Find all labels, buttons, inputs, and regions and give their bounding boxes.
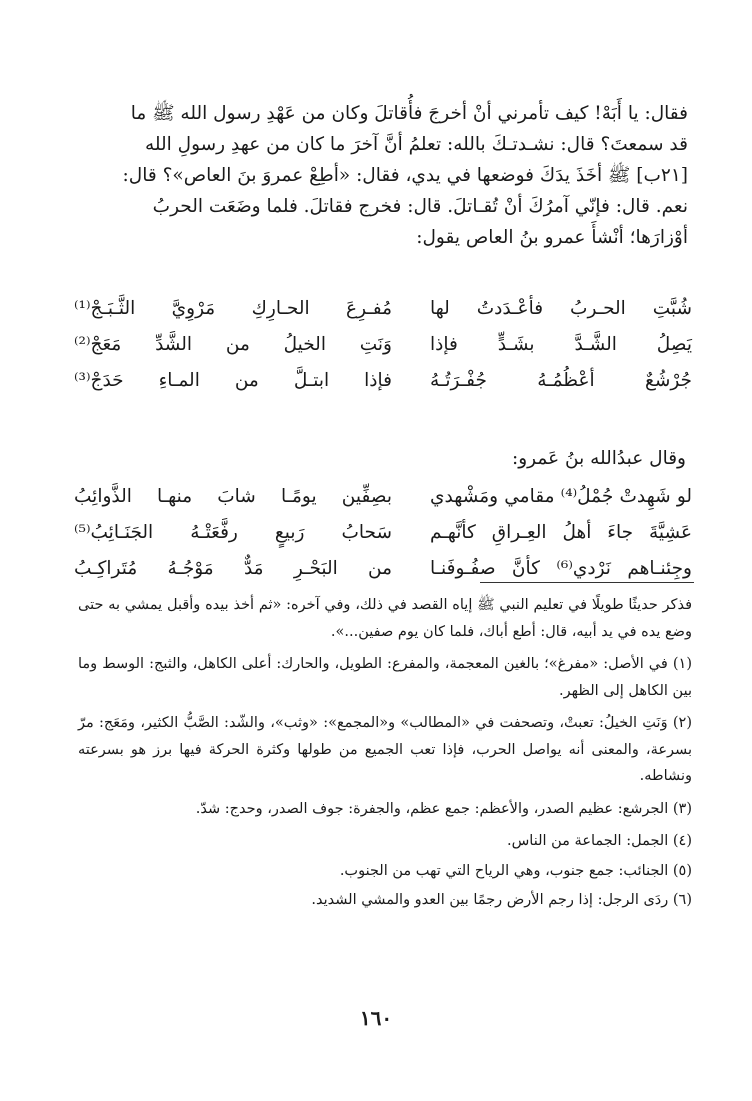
verse-first-hemistich: جُرْشُعٌ أعْظُمُـهُ جُفْـرَتُـهُ xyxy=(430,369,692,391)
verse-second-hemistich: من البَحْـرِ مَدٌّ مَوْجُـهُ مُتَراكِـبُ xyxy=(74,557,392,579)
poem-intro: وقال عبدُالله بنُ عَمرو: xyxy=(512,448,686,469)
page-number: ١٦٠ xyxy=(359,1006,393,1030)
footnote: (٣) الجرشع: عظيم الصدر، والأعظم: جمع عظم، والجفرة: جوف الصدر، وحدج: شدّ. xyxy=(195,800,692,817)
poem-abdullah xyxy=(74,478,692,586)
main-prose xyxy=(78,98,688,253)
verse-first-hemistich: شُبَّتِ الحـربُ فأعْـدَدتُ لها xyxy=(430,297,692,319)
verse-line xyxy=(74,362,692,398)
verse-first-hemistich: لو شَهِدتْ جُمْلُ⁽⁴⁾ مقامي ومَشْهدي xyxy=(430,485,693,507)
verse-first-hemistich: وجِئنـاهم نَرْدي⁽⁶⁾ كأنَّ صفُـوفَنـا xyxy=(430,557,692,579)
footnote: (٥) الجنائب: جمع جنوب، وهي الرياح التي تهب من الجنوب. xyxy=(339,862,692,879)
prose-line: فقال: يا أَبَهْ! كيف تأمرني أنْ أخرجَ فأُقاتلَ وكان من عَهْدِ رسول الله ﷺ ما xyxy=(130,103,688,124)
verse-second-hemistich: فإذا ابتـلَّ من المـاءِ حَدَجْ⁽³⁾ xyxy=(74,369,392,391)
verse-line xyxy=(74,326,692,362)
footnote: (٢) وَنَتِ الخيلُ: تعبتْ، وتصحفت في «المطالب» و«المجمع»: «وثب»، والشّد: الصَّبُّ الكثير، ومَعَج: مرّ بسرعة، والمعنى أنه يواصل الحرب، فإذا تعب الجميع من طولها وكثرة الحركة فيها برز هو بسرعته ونشاطه. xyxy=(78,715,692,784)
verse-first-hemistich: يَصِلُ الشَّـدَّ بشَـدٍّ فإذا xyxy=(430,333,692,355)
verse-line xyxy=(74,514,692,550)
prose-line: قد سمعتَ؟ قال: نشـدتـكَ بالله: تعلمُ أنَّ آخرَ ما كان من عهدِ رسولِ الله xyxy=(144,134,688,155)
poem-amr xyxy=(74,290,692,398)
footnote-divider xyxy=(480,582,694,583)
prose-line: [٢١ب] ﷺ أخَذَ يدَكَ فوضعها في يدي، فقال: «أطِعْ عمروَ بنَ العاص»؟ قال: xyxy=(122,165,688,186)
footnote: فذكر حديثًا طويلًا في تعليم النبي ﷺ إياه القصد في ذلك، وفي آخره: «ثم أخذ بيده وأقبل يمشي به حتى وضع يده في يد أبيه، قال: أطع أباك، فلما كان يوم صفين...». xyxy=(78,597,692,640)
footnote: (١) في الأصل: «مفرغ»؛ بالغين المعجمة، والمفرع: الطويل، والحارك: أعلى الكاهل، والثبج: الوسط وما بين الكاهل إلى الظهر. xyxy=(78,656,692,699)
prose-line: أوْزارَها؛ أنْشأَ عمرو بنُ العاص يقول: xyxy=(416,227,688,248)
verse-second-hemistich: مُفـرِعَ الحـارِكِ مَرْوِيَّ الثَّـبَـجْ⁽¹⁾ xyxy=(74,297,392,319)
prose-line: نعم. قال: فإنّي آمرُكَ أنْ تُقـاتلَ. قال: فخرج فقاتلَ. فلما وضَعَت الحربُ xyxy=(152,196,688,217)
verse-second-hemistich: بصِفِّين يومًـا شابَ منهـا الذَّوائِبُ xyxy=(74,485,392,507)
footnote: (٦) ردَى الرجل: إذا رجم الأرض رجمًا بين العدو والمشي الشديد. xyxy=(311,892,692,908)
verse-line xyxy=(74,290,692,326)
footnote: (٤) الجمل: الجماعة من الناس. xyxy=(506,833,692,849)
verse-second-hemistich: سَحابُ رَبيعٍ رفَّعَتْـهُ الجَنَـائِبُ⁽⁵⁾ xyxy=(74,521,392,543)
verse-first-hemistich: عَشِيَّةَ جاءَ أهلُ العِـراقِ كأنَّهـم xyxy=(430,521,692,543)
verse-line xyxy=(74,550,692,586)
footnotes xyxy=(78,592,692,917)
verse-line xyxy=(74,478,692,514)
verse-second-hemistich: وَنَتِ الخيلُ من الشَّدِّ مَعَجْ⁽²⁾ xyxy=(74,333,392,355)
